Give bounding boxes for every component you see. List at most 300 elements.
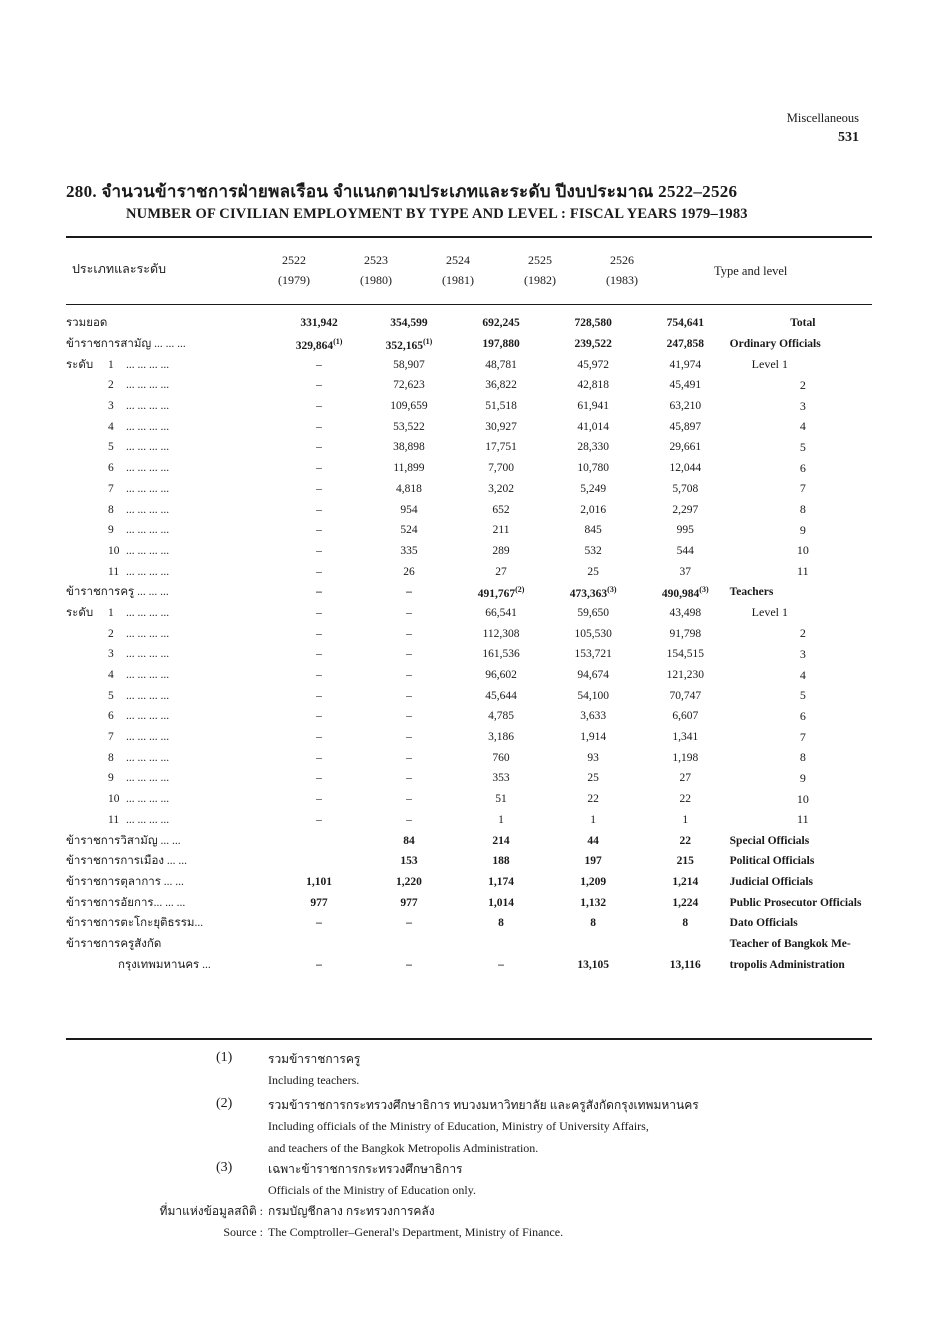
value-cell: 96,602 bbox=[485, 669, 517, 682]
value-cell: 161,536 bbox=[482, 648, 520, 661]
row-label-text: กรุงเทพมหานคร ... bbox=[118, 958, 211, 971]
table-row bbox=[66, 830, 876, 851]
level-number: 11 bbox=[108, 813, 120, 826]
value-cell: 728,580 bbox=[574, 317, 612, 330]
table-row bbox=[66, 396, 876, 417]
value-cell: – bbox=[406, 586, 412, 599]
row-label-thai bbox=[66, 520, 277, 541]
leader-dots: ... ... ... ... bbox=[126, 648, 170, 661]
value-cell: 22 bbox=[679, 793, 692, 806]
footnote-ref: (3) bbox=[607, 584, 617, 594]
value-cell bbox=[277, 851, 361, 872]
value-cell: 8 bbox=[498, 917, 504, 930]
level-number: 7 bbox=[108, 731, 114, 744]
value-cell: – bbox=[316, 462, 322, 475]
leader-dots: ... ... ... ... bbox=[126, 482, 170, 495]
table-row bbox=[66, 541, 876, 562]
value-cell: 59,650 bbox=[577, 606, 609, 619]
row-label-thai bbox=[66, 416, 277, 437]
table-row bbox=[66, 768, 876, 789]
row-label-english: 10 bbox=[796, 543, 809, 558]
value-cell: 43,498 bbox=[669, 606, 702, 619]
table-row bbox=[66, 437, 876, 458]
value-cell: – bbox=[406, 669, 412, 682]
row-label-english: Political Officials bbox=[729, 855, 815, 868]
row-label-english: 5 bbox=[799, 439, 806, 454]
value-cell: 977 bbox=[400, 896, 418, 909]
row-label-thai bbox=[66, 892, 277, 913]
value-cell: 215 bbox=[676, 855, 694, 868]
table-row bbox=[66, 706, 876, 727]
value-cell: 247,858 bbox=[666, 338, 704, 351]
value-cell: – bbox=[498, 958, 504, 971]
value-cell: 954 bbox=[400, 503, 418, 516]
value-cell: 41,014 bbox=[577, 420, 609, 433]
level-number: 2 bbox=[108, 627, 114, 640]
leader-dots: ... ... ... ... bbox=[126, 544, 170, 557]
value-cell: – bbox=[406, 958, 412, 971]
row-label-text: ข้าราชการการเมือง ... ... bbox=[66, 855, 187, 868]
row-label-english: 8 bbox=[799, 750, 806, 765]
value-cell: 12,044 bbox=[669, 462, 702, 475]
value-cell: 58,907 bbox=[393, 358, 425, 371]
value-cell: 1,101 bbox=[306, 875, 332, 888]
source-thai-label: ที่มาแห่งข้อมูลสถิติ : bbox=[159, 1204, 263, 1218]
value-cell: 692,245 bbox=[482, 317, 520, 330]
leader-dots: ... ... ... ... bbox=[126, 627, 170, 640]
footnote-3-thai: เฉพาะข้าราชการกระทรวงศึกษาธิการ bbox=[268, 1162, 463, 1176]
table-row bbox=[66, 789, 876, 810]
value-cell: 54,100 bbox=[577, 689, 609, 702]
value-cell: 112,308 bbox=[482, 627, 520, 640]
row-label-english: Dato Officials bbox=[729, 917, 798, 930]
section-label: Miscellaneous bbox=[786, 111, 859, 125]
value-cell: 2,016 bbox=[580, 503, 607, 516]
level-number: 2 bbox=[108, 379, 114, 392]
value-cell: – bbox=[406, 751, 412, 764]
value-cell: – bbox=[406, 627, 412, 640]
row-label-thai bbox=[66, 954, 277, 975]
level-number: 10 bbox=[108, 793, 120, 806]
value-cell: 1 bbox=[498, 813, 504, 826]
table-row bbox=[66, 375, 876, 396]
value-cell: 1,014 bbox=[488, 896, 514, 909]
value-cell: 845 bbox=[584, 524, 602, 537]
table-row bbox=[66, 872, 876, 893]
value-cell: 72,623 bbox=[393, 379, 425, 392]
leader-dots: ... ... ... ... bbox=[126, 793, 170, 806]
row-label-english: Public Prosecutor Officials bbox=[729, 896, 862, 909]
row-label-english: Judicial Officials bbox=[729, 875, 814, 888]
table-row bbox=[66, 479, 876, 500]
value-cell: 188 bbox=[492, 855, 510, 868]
row-label-thai bbox=[66, 872, 277, 893]
row-label-thai bbox=[66, 851, 277, 872]
level-number: 9 bbox=[108, 524, 114, 537]
value-cell: 45,644 bbox=[485, 689, 517, 702]
table-row bbox=[66, 313, 876, 334]
bottom-rule bbox=[66, 1038, 872, 1040]
row-label-thai bbox=[66, 334, 277, 355]
value-cell: 26 bbox=[403, 565, 415, 578]
row-label-english: 8 bbox=[799, 502, 806, 517]
leader-dots: ... ... ... ... bbox=[126, 420, 170, 433]
value-cell: 10,780 bbox=[577, 462, 609, 475]
value-cell: 28,330 bbox=[577, 441, 609, 454]
value-cell: 105,530 bbox=[574, 627, 612, 640]
source-english: The Comptroller–General's Department, Ministry of Finance. bbox=[268, 1225, 564, 1239]
level-tag: ระดับ bbox=[66, 358, 94, 371]
row-label-thai bbox=[66, 437, 277, 458]
row-label-english: 7 bbox=[799, 729, 806, 744]
level-number: 9 bbox=[108, 772, 114, 785]
leader-dots: ... ... ... ... bbox=[126, 462, 170, 475]
value-cell: 61,941 bbox=[577, 400, 609, 413]
value-cell: – bbox=[406, 710, 412, 723]
value-cell: 154,515 bbox=[666, 648, 704, 661]
table-row bbox=[66, 603, 876, 624]
value-cell: 42,818 bbox=[577, 379, 609, 392]
value-cell: 13,116 bbox=[669, 958, 701, 971]
row-label-thai bbox=[66, 499, 277, 520]
row-label-english: 3 bbox=[799, 646, 806, 661]
value-cell: – bbox=[316, 544, 322, 557]
table-row bbox=[66, 334, 876, 355]
footnote-3-mark: (3) bbox=[216, 1160, 233, 1175]
row-label-text: ข้าราชการวิสามัญ ... ... bbox=[66, 834, 181, 847]
value-cell: 3,633 bbox=[580, 710, 607, 723]
value-cell: 51,518 bbox=[485, 400, 517, 413]
leader-dots: ... ... ... ... bbox=[126, 731, 170, 744]
footnote-ref: (2) bbox=[515, 584, 525, 594]
level-tag: ระดับ bbox=[66, 606, 94, 619]
value-cell: – bbox=[316, 958, 322, 971]
value-cell: 5,249 bbox=[580, 482, 607, 495]
value-cell: 91,798 bbox=[669, 627, 702, 640]
value-cell: 197 bbox=[584, 855, 602, 868]
table-row bbox=[66, 954, 876, 975]
value-cell: 29,661 bbox=[669, 441, 702, 454]
level-number: 5 bbox=[108, 441, 114, 454]
value-cell bbox=[641, 934, 730, 955]
value-cell: 1,198 bbox=[672, 751, 699, 764]
value-cell: – bbox=[406, 917, 412, 930]
value-cell: – bbox=[406, 793, 412, 806]
footnote-2-english-cont: and teachers of the Bangkok Metropolis Administration. bbox=[268, 1141, 539, 1155]
value-cell: 214 bbox=[492, 834, 510, 847]
value-cell: 94,674 bbox=[577, 669, 609, 682]
level-number: 10 bbox=[108, 544, 120, 557]
value-cell: 45,972 bbox=[577, 358, 609, 371]
row-label-english: 2 bbox=[799, 377, 806, 392]
value-cell: – bbox=[316, 586, 322, 599]
value-cell: – bbox=[316, 400, 322, 413]
value-cell: 53,522 bbox=[393, 420, 425, 433]
row-label-english: 4 bbox=[799, 667, 806, 682]
table-row bbox=[66, 747, 876, 768]
row-label-english: 9 bbox=[799, 770, 806, 785]
row-label-text: ข้าราชการตุลาการ ... ... bbox=[66, 875, 184, 888]
value-cell: 1,341 bbox=[672, 731, 699, 744]
table-row bbox=[66, 685, 876, 706]
row-label-english: 9 bbox=[799, 522, 806, 537]
row-label-thai bbox=[66, 396, 277, 417]
row-label-english: 6 bbox=[799, 460, 806, 475]
table-row bbox=[66, 458, 876, 479]
value-cell: – bbox=[316, 751, 322, 764]
level-number: 1 bbox=[108, 606, 114, 619]
value-cell: 25 bbox=[587, 565, 599, 578]
row-label-text: รวมยอด bbox=[66, 317, 108, 330]
value-cell: 4,818 bbox=[396, 482, 422, 495]
row-label-thai bbox=[66, 830, 277, 851]
leader-dots: ... ... ... ... bbox=[126, 358, 170, 371]
table-row bbox=[66, 561, 876, 582]
header-year-2526: 2526 (1983) bbox=[606, 253, 638, 287]
value-cell: 51 bbox=[495, 793, 507, 806]
value-cell: 211 bbox=[492, 524, 510, 537]
leader-dots: ... ... ... ... bbox=[126, 379, 170, 392]
value-cell: – bbox=[406, 731, 412, 744]
row-label-thai bbox=[66, 479, 277, 500]
value-cell: – bbox=[406, 813, 412, 826]
row-label-thai bbox=[66, 810, 277, 831]
value-cell: – bbox=[406, 689, 412, 702]
row-label-thai bbox=[66, 354, 277, 375]
level-number: 6 bbox=[108, 462, 114, 475]
value-cell: 38,898 bbox=[393, 441, 425, 454]
value-cell: 652 bbox=[492, 503, 510, 516]
row-label-thai bbox=[66, 603, 277, 624]
table-row bbox=[66, 810, 876, 831]
row-label-english: 10 bbox=[796, 791, 809, 806]
table-row bbox=[66, 892, 876, 913]
leader-dots: ... ... ... ... bbox=[126, 606, 170, 619]
row-label-english: 3 bbox=[799, 398, 806, 413]
row-label-english: 11 bbox=[797, 812, 809, 827]
footnote-ref: (1) bbox=[333, 336, 343, 346]
value-cell: 45,897 bbox=[669, 420, 702, 433]
value-cell: 197,880 bbox=[482, 338, 520, 351]
table-row bbox=[66, 851, 876, 872]
table-row bbox=[66, 354, 876, 375]
header-thai-label: ประเภทและระดับ bbox=[72, 262, 167, 276]
value-cell: 93 bbox=[587, 751, 599, 764]
row-label-thai bbox=[66, 313, 277, 334]
value-cell bbox=[457, 934, 546, 955]
row-label-thai bbox=[66, 561, 277, 582]
leader-dots: ... ... ... ... bbox=[126, 400, 170, 413]
row-label-text: ข้าราชการตะโกะยุติธรรม... bbox=[66, 917, 204, 930]
row-label-english: Special Officials bbox=[729, 834, 810, 847]
value-cell: – bbox=[316, 772, 322, 785]
value-cell: 27 bbox=[679, 772, 692, 785]
row-label-english: 4 bbox=[799, 419, 806, 434]
value-cell: 84 bbox=[403, 834, 415, 847]
value-cell: 36,822 bbox=[485, 379, 517, 392]
row-label-thai bbox=[66, 665, 277, 686]
value-cell: – bbox=[316, 441, 322, 454]
value-cell: 11,899 bbox=[393, 462, 425, 475]
table-row bbox=[66, 727, 876, 748]
value-cell: 532 bbox=[584, 544, 602, 557]
value-cell: – bbox=[316, 813, 322, 826]
row-label-english: Level 1 bbox=[751, 357, 788, 372]
row-label-thai bbox=[66, 375, 277, 396]
value-cell: – bbox=[316, 606, 322, 619]
value-cell: – bbox=[406, 772, 412, 785]
header-english-label: Type and level bbox=[714, 264, 788, 278]
level-number: 3 bbox=[108, 648, 114, 661]
value-cell: – bbox=[316, 420, 322, 433]
level-number: 1 bbox=[108, 358, 114, 371]
leader-dots: ... ... ... ... bbox=[126, 565, 170, 578]
value-cell: – bbox=[406, 648, 412, 661]
value-cell: 353 bbox=[492, 772, 510, 785]
value-cell: 1 bbox=[590, 813, 597, 826]
value-cell bbox=[361, 934, 456, 955]
value-cell: – bbox=[316, 917, 322, 930]
value-cell: – bbox=[316, 793, 322, 806]
row-label-english: Total bbox=[790, 317, 816, 330]
value-cell: 1,224 bbox=[672, 896, 699, 909]
value-cell: 13,105 bbox=[577, 958, 609, 971]
footnote-1-thai: รวมข้าราชการครู bbox=[268, 1052, 361, 1066]
row-label-english: Ordinary Officials bbox=[729, 338, 821, 351]
table-row bbox=[66, 416, 876, 437]
value-cell: 22 bbox=[587, 793, 599, 806]
leader-dots: ... ... ... ... bbox=[126, 772, 170, 785]
value-cell: 491,767$^{(2)}$ bbox=[477, 584, 525, 600]
value-cell: 1,209 bbox=[580, 875, 607, 888]
value-cell: 4,785 bbox=[488, 710, 514, 723]
value-cell: 3,202 bbox=[488, 482, 514, 495]
value-cell: 760 bbox=[492, 751, 510, 764]
value-cell: 977 bbox=[310, 896, 328, 909]
leader-dots: ... ... ... ... bbox=[126, 441, 170, 454]
header-year-2525: 2525 (1982) bbox=[524, 253, 556, 287]
header-year-2522: 2522 (1979) bbox=[278, 253, 310, 287]
footnote-1-mark: (1) bbox=[216, 1050, 233, 1065]
source-english-label: Source : bbox=[223, 1225, 263, 1239]
value-cell: – bbox=[316, 358, 322, 371]
value-cell: 6,607 bbox=[672, 710, 699, 723]
value-cell: 7,700 bbox=[488, 462, 514, 475]
value-cell: 30,927 bbox=[485, 420, 517, 433]
row-label-thai bbox=[66, 747, 277, 768]
value-cell: – bbox=[316, 689, 322, 702]
footnote-3-english: Officials of the Ministry of Education only. bbox=[268, 1183, 476, 1197]
level-number: 8 bbox=[108, 503, 114, 516]
value-cell: – bbox=[316, 627, 322, 640]
value-cell: 1 bbox=[682, 813, 689, 826]
value-cell: 352,165$^{(1)}$ bbox=[385, 336, 433, 352]
table-row bbox=[66, 665, 876, 686]
value-cell: 1,132 bbox=[580, 896, 607, 909]
footnote-2-mark: (2) bbox=[216, 1096, 233, 1111]
table-row bbox=[66, 520, 876, 541]
value-cell: 335 bbox=[400, 544, 418, 557]
value-cell: 48,781 bbox=[485, 358, 517, 371]
footnote-1-english: Including teachers. bbox=[268, 1073, 360, 1087]
level-number: 8 bbox=[108, 751, 114, 764]
value-cell: 25 bbox=[587, 772, 599, 785]
row-label-thai bbox=[66, 727, 277, 748]
level-number: 5 bbox=[108, 689, 114, 702]
header-rule bbox=[66, 304, 872, 305]
top-rule bbox=[66, 236, 872, 238]
value-cell: – bbox=[316, 731, 322, 744]
value-cell: – bbox=[316, 648, 322, 661]
value-cell: – bbox=[316, 669, 322, 682]
table-row bbox=[66, 582, 876, 603]
level-number: 7 bbox=[108, 482, 114, 495]
value-cell: 490,984$^{(3)}$ bbox=[661, 584, 709, 600]
row-label-english: Level 1 bbox=[751, 605, 788, 620]
row-label-english: 2 bbox=[799, 626, 806, 641]
value-cell: 995 bbox=[676, 524, 694, 537]
value-cell: 22 bbox=[679, 834, 692, 847]
value-cell: 1,220 bbox=[396, 875, 422, 888]
value-cell: 354,599 bbox=[390, 317, 428, 330]
row-label-thai bbox=[66, 644, 277, 665]
value-cell: 37 bbox=[679, 565, 692, 578]
value-cell: 66,541 bbox=[485, 606, 517, 619]
value-cell: 524 bbox=[400, 524, 418, 537]
value-cell: – bbox=[316, 482, 322, 495]
level-number: 4 bbox=[108, 669, 114, 682]
row-label-text: ข้าราชการอัยการ... ... ... bbox=[66, 896, 186, 909]
value-cell bbox=[277, 934, 361, 955]
value-cell: 1,914 bbox=[580, 731, 607, 744]
header-year-2524: 2524 (1981) bbox=[442, 253, 474, 287]
header-year-2523: 2523 (1980) bbox=[360, 253, 392, 287]
value-cell: 329,864$^{(1)}$ bbox=[295, 336, 343, 352]
row-label-thai bbox=[66, 541, 277, 562]
row-label-english: Teachers bbox=[729, 586, 774, 599]
level-number: 6 bbox=[108, 710, 114, 723]
value-cell: 8 bbox=[682, 917, 689, 930]
footnote-2-thai: รวมข้าราชการกระทรวงศึกษาธิการ ทบวงมหาวิทยาลัย และครูสังกัดกรุงเทพมหานคร bbox=[268, 1098, 699, 1112]
value-cell: – bbox=[406, 606, 412, 619]
table-row bbox=[66, 623, 876, 644]
row-label-thai bbox=[66, 789, 277, 810]
row-label-thai bbox=[66, 706, 277, 727]
row-label-english: Teacher of Bangkok Me- bbox=[729, 937, 851, 950]
value-cell: – bbox=[316, 524, 322, 537]
value-cell: 44 bbox=[587, 834, 599, 847]
value-cell: 1,174 bbox=[488, 875, 514, 888]
level-number: 11 bbox=[108, 565, 120, 578]
value-cell: 1,214 bbox=[672, 875, 699, 888]
page-number: 531 bbox=[838, 130, 859, 145]
value-cell: 121,230 bbox=[666, 669, 704, 682]
value-cell: – bbox=[316, 379, 322, 392]
value-cell: 473,363$^{(3)}$ bbox=[569, 584, 617, 600]
value-cell: 153,721 bbox=[574, 648, 612, 661]
row-label-thai bbox=[66, 582, 277, 603]
value-cell: 289 bbox=[492, 544, 510, 557]
row-label-text: ข้าราชการครูสังกัด bbox=[66, 937, 162, 950]
source-thai: กรมบัญชีกลาง กระทรวงการคลัง bbox=[268, 1204, 435, 1218]
table-row bbox=[66, 499, 876, 520]
table-title-english: NUMBER OF CIVILIAN EMPLOYMENT BY TYPE AND LEVEL : FISCAL YEARS 1979–1983 bbox=[126, 206, 748, 222]
leader-dots: ... ... ... ... bbox=[126, 503, 170, 516]
value-cell: 109,659 bbox=[390, 400, 428, 413]
employment-table bbox=[66, 313, 876, 975]
leader-dots: ... ... ... ... bbox=[126, 524, 170, 537]
leader-dots: ... ... ... ... bbox=[126, 689, 170, 702]
